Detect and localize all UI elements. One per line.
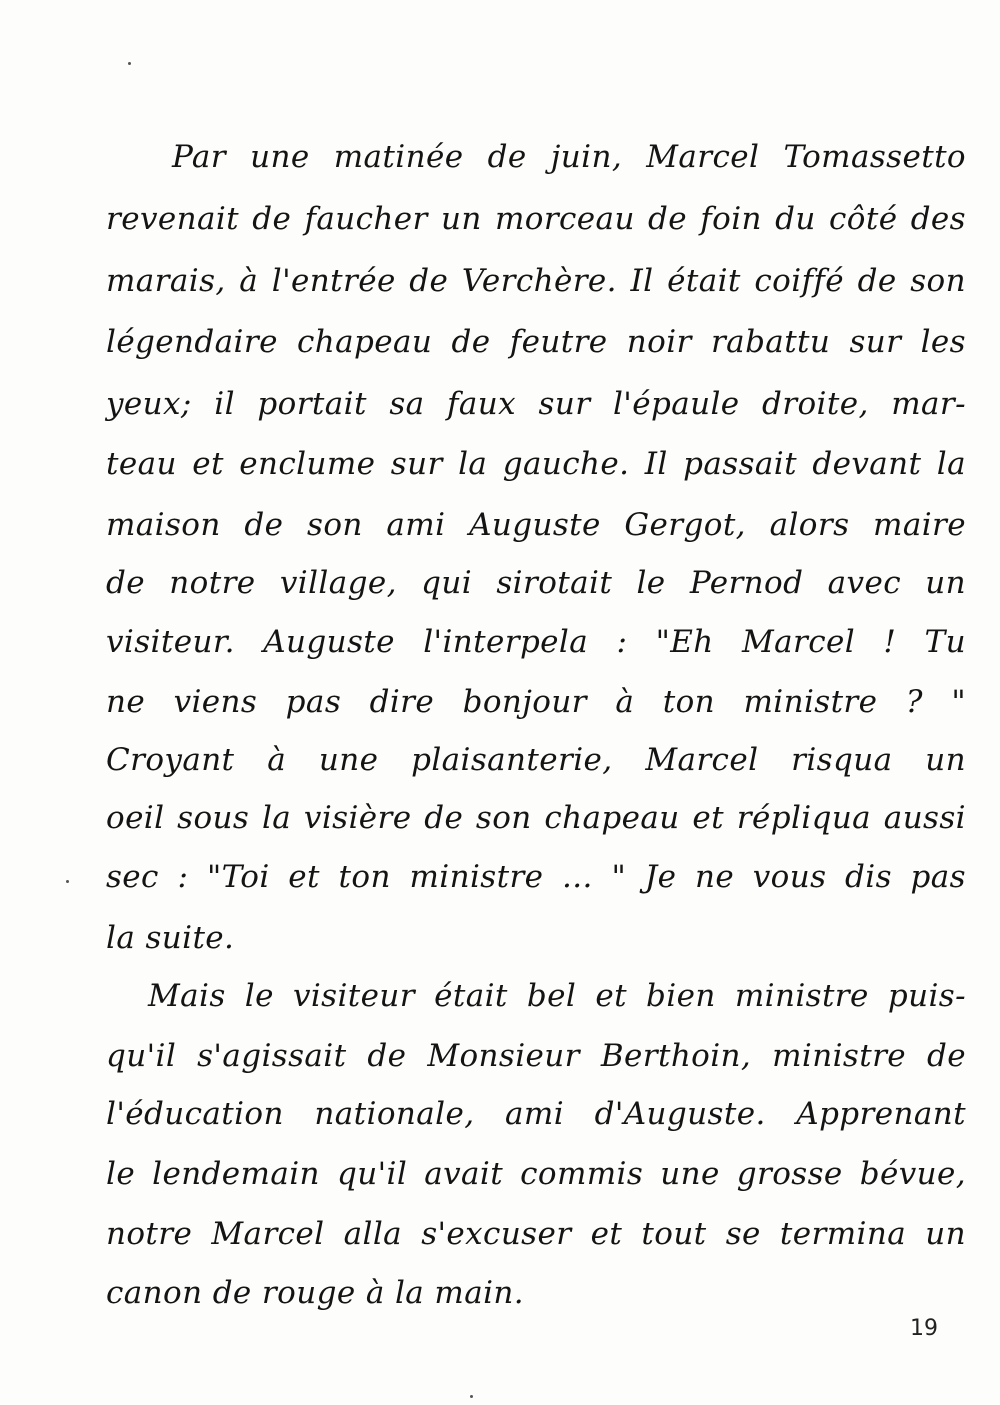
paragraph-2-line-2: qu'il s'agissait de Monsieur Berthoin, ministre de xyxy=(106,1038,966,1074)
paragraph-1-line-12: oeil sous la visière de son chapeau et répliqua aussi xyxy=(106,800,966,836)
paragraph-2-line-4: le lendemain qu'il avait commis une grosse bévue, xyxy=(106,1156,966,1192)
paragraph-1-line-9: visiteur. Auguste l'interpela : "Eh Marcel ! Tu xyxy=(106,624,966,660)
scan-speck xyxy=(66,880,69,883)
paragraph-1-line-8: de notre village, qui sirotait le Pernod avec un xyxy=(106,565,966,601)
paragraph-1-line-7: maison de son ami Auguste Gergot, alors maire xyxy=(106,507,966,543)
paragraph-1-line-3: marais, à l'entrée de Verchère. Il était coiffé de son xyxy=(106,263,966,299)
paragraph-1-line-6: teau et enclume sur la gauche. Il passait devant la xyxy=(106,446,966,482)
paragraph-1-line-4: légendaire chapeau de feutre noir rabattu sur les xyxy=(106,324,966,360)
paragraph-2-line-3: l'éducation nationale, ami d'Auguste. Apprenant xyxy=(106,1096,966,1132)
scan-speck xyxy=(470,1395,473,1398)
paragraph-1-line-11: Croyant à une plaisanterie, Marcel risqua un xyxy=(106,742,966,778)
scan-speck xyxy=(128,62,131,65)
paragraph-1-line-2: revenait de faucher un morceau de foin du côté des xyxy=(106,201,966,237)
paragraph-2-line-1: Mais le visiteur était bel et bien ministre puis- xyxy=(148,978,966,1014)
paragraph-2-line-6: canon de rouge à la main. xyxy=(106,1275,525,1311)
paragraph-1-line-14: la suite. xyxy=(106,920,235,956)
paragraph-2-line-5: notre Marcel alla s'excuser et tout se termina un xyxy=(106,1216,966,1252)
paragraph-1-line-10: ne viens pas dire bonjour à ton ministre ? " xyxy=(106,684,966,720)
paragraph-1-line-1: Par une matinée de juin, Marcel Tomassetto xyxy=(172,139,966,175)
page-number: 19 xyxy=(910,1316,938,1341)
paragraph-1-line-13: sec : "Toi et ton ministre ... " Je ne vous dis pas xyxy=(106,859,966,895)
paragraph-1-line-5: yeux; il portait sa faux sur l'épaule droite, mar- xyxy=(106,386,966,422)
